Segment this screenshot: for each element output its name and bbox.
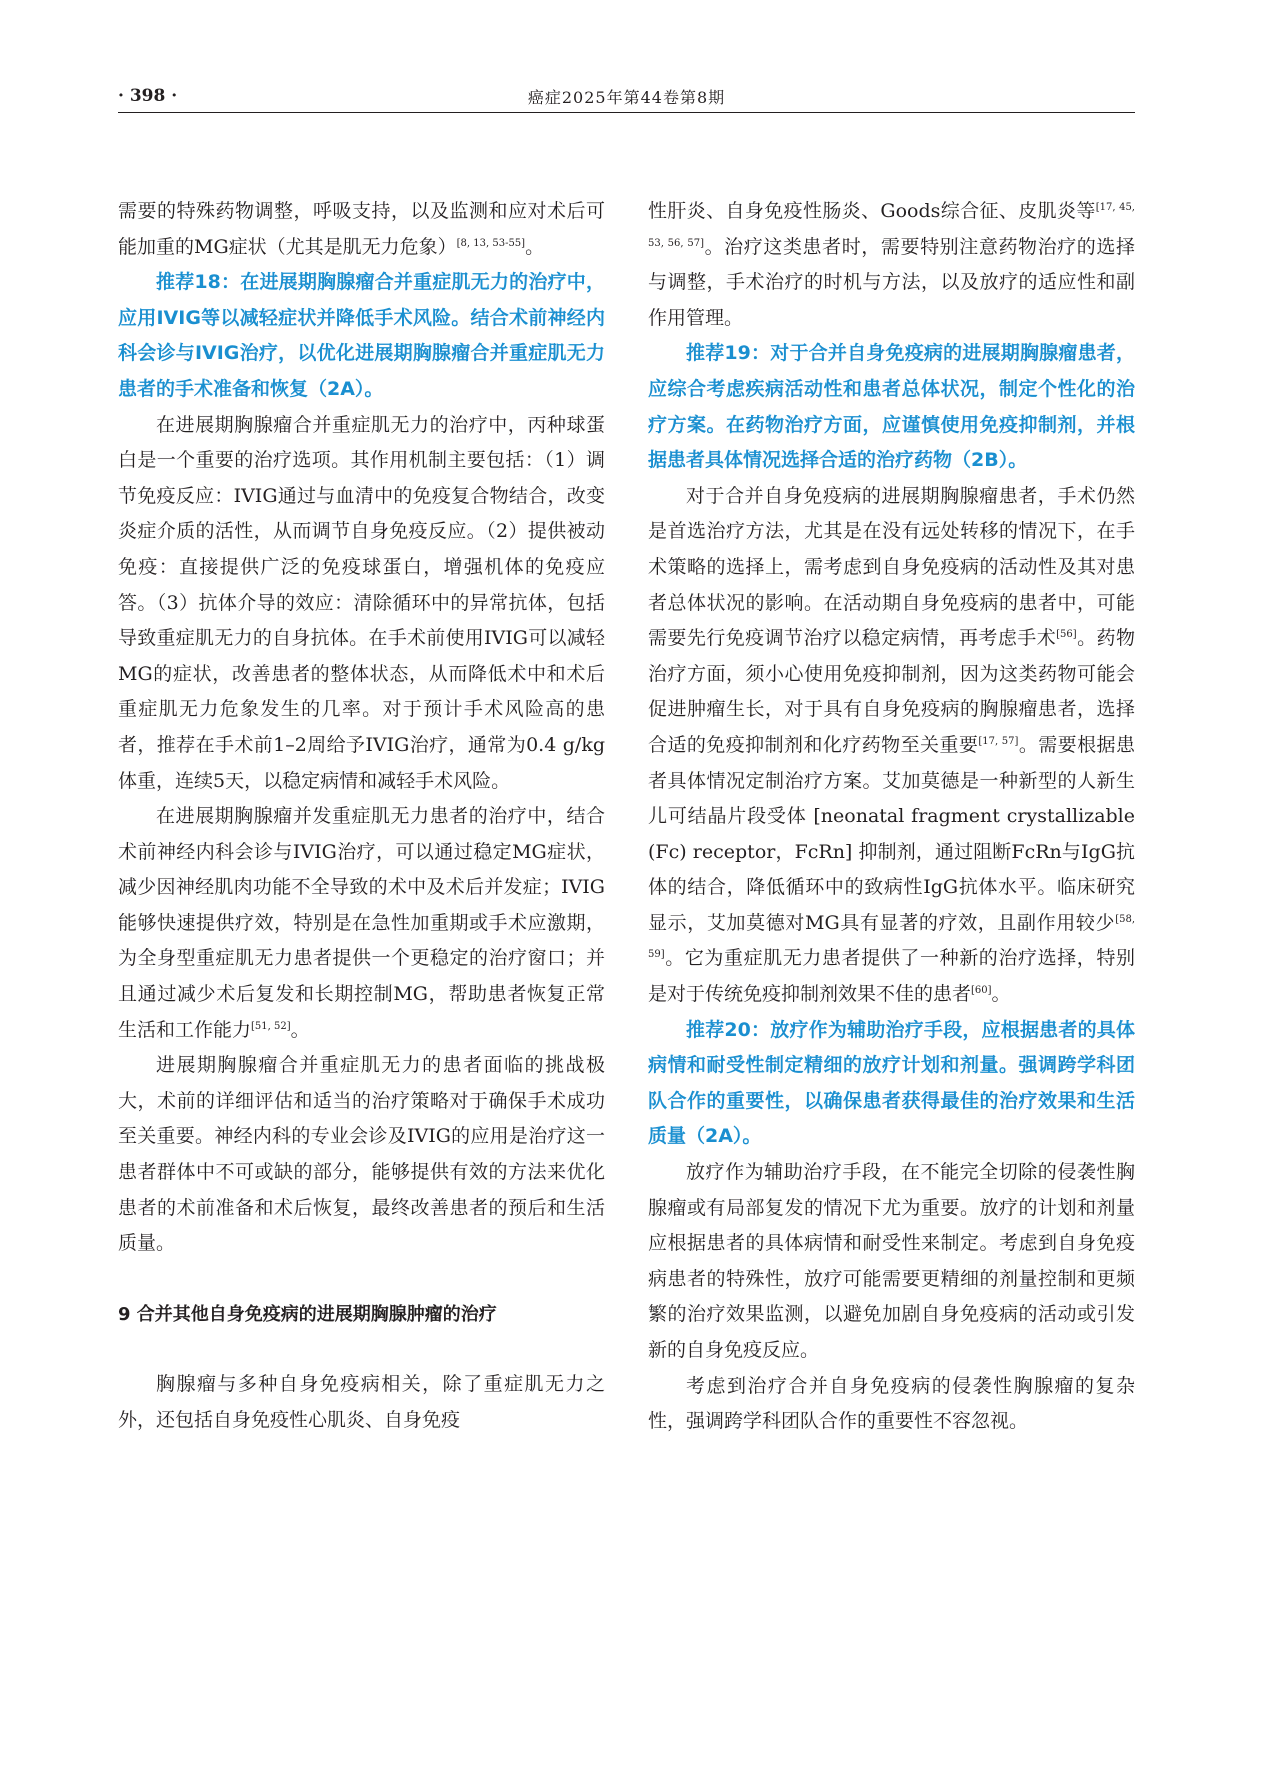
- paragraph: 放疗作为辅助治疗手段，在不能完全切除的侵袭性胸腺瘤或有局部复发的情况下尤为重要。放疗的计划和剂量应根据患者的具体病情和耐受性来制定。考虑到自身免疫病患者的特殊性，放疗可能需要更精细的剂量控制和更频繁的治疗效果监测，以避免加剧自身免疫病的活动或引发新的自身免疫反应。: [648, 1161, 1135, 1361]
- paragraph: 需要的特殊药物调整，呼吸支持，以及监测和应对术后可能加重的MG症状（尤其是肌无力危象）[8, 13, 53-55]。: [118, 200, 605, 258]
- recommendation-19: 推荐19：对于合并自身免疫病的进展期胸腺瘤患者，应综合考虑疾病活动性和患者总体状况，制定个性化的治疗方案。在药物治疗方面，应谨慎使用免疫抑制剂，并根据患者具体情况选择合适的治疗药物（2B）。: [648, 342, 1135, 472]
- recommendation-20: 推荐20：放疗作为辅助治疗手段，应根据患者的具体病情和耐受性制定精细的放疗计划和剂量。强调跨学科团队合作的重要性，以确保患者获得最佳的治疗效果和生活质量（2A）。: [648, 1018, 1135, 1148]
- citation[interactable]: [17, 57]: [978, 735, 1019, 747]
- citation[interactable]: [60]: [971, 985, 992, 997]
- paragraph: 胸腺瘤与多种自身免疫病相关，除了重症肌无力之外，还包括自身免疫性心肌炎、自身免疫: [118, 1373, 605, 1431]
- running-header: [118, 76, 1135, 113]
- left-column: [118, 194, 605, 1439]
- citation[interactable]: [17, 45, 53, 56, 57]: [648, 202, 1135, 249]
- paragraph: 考虑到治疗合并自身免疫病的侵袭性胸腺瘤的复杂性，强调跨学科团队合作的重要性不容忽视。: [648, 1374, 1135, 1433]
- right-column: [648, 194, 1135, 1440]
- section-heading: 9 合并其他自身免疫病的进展期胸腺肿瘤的治疗: [118, 1303, 497, 1325]
- paragraph: 进展期胸腺瘤合并重症肌无力的患者面临的挑战极大，术前的详细评估和适当的治疗策略对于确保手术成功至关重要。神经内科的专业会诊及IVIG的应用是治疗这一患者群体中不可或缺的部分，能够提供有效的方法来优化患者的术前准备和术后恢复，最终改善患者的预后和生活质量。: [118, 1054, 605, 1255]
- citation[interactable]: [8, 13, 53-55]: [456, 237, 526, 249]
- paragraph: 在进展期胸腺瘤合并重症肌无力的治疗中，丙种球蛋白是一个重要的治疗选项。其作用机制主要包括：（1）调节免疫反应：IVIG通过与血清中的免疫复合物结合，改变炎症介质的活性，从而调节自身免疫反应。（2）提供被动免疫：直接提供广泛的免疫球蛋白，增强机体的免疫应答。（3）抗体介导的效应：清除循环中的异常抗体，包括导致重症肌无力的自身抗体。在手术前使用IVIG可以减轻MG的症状，改善患者的整体状态，从而降低术中和术后重症肌无力危象发生的几率。对于预计手术风险高的患者，推荐在手术前1–2周给予IVIG治疗，通常为0.4 g/kg体重，连续5天，以稳定病情和减轻手术风险。: [118, 413, 605, 792]
- paragraph: 性肝炎、自身免疫性肠炎、Goods综合征、皮肌炎等[17, 45, 53, 56, 57]。治疗这类患者时，需要特别注意药物治疗的选择与调整，手术治疗的时机与方法，以及放疗的适应性和副作用管理。: [648, 200, 1135, 329]
- journal-title: 癌症2025年第44卷第8期: [527, 88, 726, 107]
- recommendation-18: 推荐18：在进展期胸腺瘤合并重症肌无力的治疗中，应用IVIG等以减轻症状并降低手术风险。结合术前神经内科会诊与IVIG治疗，以优化进展期胸腺瘤合并重症肌无力患者的手术准备和恢复（2A）。: [118, 271, 605, 400]
- citation[interactable]: [56]: [1056, 629, 1077, 641]
- page-number: · 398 ·: [118, 86, 178, 106]
- citation[interactable]: [51, 52]: [251, 1020, 291, 1032]
- citation[interactable]: [58, 59]: [648, 913, 1135, 961]
- paragraph: 在进展期胸腺瘤并发重症肌无力患者的治疗中，结合术前神经内科会诊与IVIG治疗，可以通过稳定MG症状，减少因神经肌肉功能不全导致的术中及术后并发症；IVIG能够快速提供疗效，特别是在急性加重期或手术应激期，为全身型重症肌无力患者提供一个更稳定的治疗窗口；并且通过减少术后复发和长期控制MG，帮助患者恢复正常生活和工作能力[51, 52]。: [118, 805, 605, 1041]
- paragraph: 对于合并自身免疫病的进展期胸腺瘤患者，手术仍然是首选治疗方法，尤其是在没有远处转移的情况下，在手术策略的选择上，需考虑到自身免疫病的活动性及其对患者总体状况的影响。在活动期自身免疫病的患者中，可能需要先行免疫调节治疗以稳定病情，再考虑手术[56]。药物治疗方面，须小心使用免疫抑制剂，因为这类药物可能会促进肿瘤生长，对于具有自身免疫病的胸腺瘤患者，选择合适的免疫抑制剂和化疗药物至关重要[17, 57]。需要根据患者具体情况定制治疗方案。艾加莫德是一种新型的人新生儿可结晶片段受体 [neonatal fragment crystallizable (Fc) receptor，FcRn] 抑制剂，通过阻断FcRn与IgG抗体的结合，降低循环中的致病性IgG抗体水平。临床研究显示，艾加莫德对MG具有显著的疗效，且副作用较少[58, 59]。它为重症肌无力患者提供了一种新的治疗选择，特别是对于传统免疫抑制剂效果不佳的患者[60]。: [648, 484, 1135, 1006]
